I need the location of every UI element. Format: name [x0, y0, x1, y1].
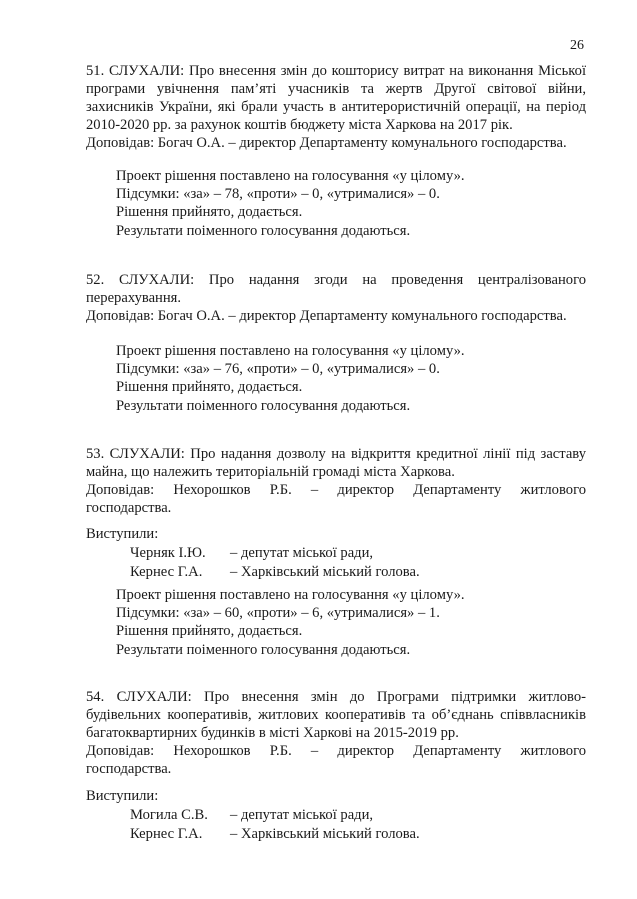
item-text-line: багатоквартирних будинків в місті Харкові на 2015-2019 рр.: [86, 725, 459, 741]
agenda-item-52: [86, 271, 586, 325]
speaker-name: Могила С.В.: [130, 807, 208, 823]
speaker-row: [86, 563, 420, 582]
vote-line: Проект рішення поставлено на голосування «у цілому».: [116, 587, 465, 603]
reporter-line: Доповідав: Нехорошков Р.Б. – директор Департаменту житлового: [86, 743, 586, 759]
vote-line: Проект рішення поставлено на голосування «у цілому».: [116, 343, 465, 359]
agenda-item-51: [86, 62, 586, 152]
item-text-line: майна, що належить територіальній громаді міста Харкова.: [86, 464, 455, 480]
speaker-name: Кернес Г.А.: [130, 826, 203, 842]
item-text-line: захисників України, які брали участь в антитерористичній операції, на період: [86, 99, 586, 115]
vote-line: Підсумки: «за» – 76, «проти» – 0, «утрималися» – 0.: [116, 361, 440, 378]
reporter-line: Доповідав: Богач О.А. – директор Департаменту комунального господарства.: [86, 308, 567, 324]
speaker-role: – депутат міської ради,: [230, 807, 374, 823]
vote-line: Результати поіменного голосування додаються.: [116, 397, 411, 414]
item-text-line: перерахування.: [86, 290, 182, 306]
vote-line: Проект рішення поставлено на голосування «у цілому».: [116, 168, 465, 184]
vote-line: Підсумки: «за» – 78, «проти» – 0, «утрималися» – 0.: [116, 186, 440, 203]
reporter-line: господарства.: [86, 500, 172, 516]
agenda-item-54: [86, 688, 586, 778]
reporter-line: господарства.: [86, 761, 172, 777]
vote-line: Рішення прийнято, додається.: [116, 379, 303, 396]
vote-line: Рішення прийнято, додається.: [116, 204, 303, 221]
item-text-line: 54. СЛУХАЛИ: Про внесення змін до Програми підтримки житлово-: [86, 689, 586, 705]
vote-block-51: [116, 167, 465, 240]
item-text-line: 53. СЛУХАЛИ: Про надання дозволу на відкриття кредитної лінії під заставу: [86, 446, 586, 462]
item-text-line: програми увічнення пам’яті учасників та жертв Другої світової війни,: [86, 81, 586, 97]
vote-line: Результати поіменного голосування додаються.: [116, 641, 411, 658]
reporter-line: Доповідав: Богач О.А. – директор Департаменту комунального господарства.: [86, 135, 567, 151]
reporter-line: Доповідав: Нехорошков Р.Б. – директор Департаменту житлового: [86, 482, 586, 498]
vote-line: Підсумки: «за» – 60, «проти» – 6, «утрималися» – 1.: [116, 605, 440, 622]
speaker-row: [86, 806, 420, 825]
agenda-item-53: [86, 445, 586, 517]
page-number: 26: [570, 38, 584, 53]
speaker-name: Черняк І.Ю.: [130, 545, 206, 561]
item-text-line: 51. СЛУХАЛИ: Про внесення змін до кошторису витрат на виконання Міської: [86, 63, 586, 79]
speaker-row: [86, 544, 420, 563]
speaker-role: – Харківський міський голова.: [230, 826, 420, 842]
item-text-line: 52. СЛУХАЛИ: Про надання згоди на проведення централізованого: [86, 272, 586, 288]
item-text-line: будівельних кооперативів, житлових кооперативів та об’єднань співвласників: [86, 707, 586, 723]
item-text-line: 2010-2020 рр. за рахунок коштів бюджету міста Харкова на 2017 рік.: [86, 117, 513, 133]
speakers-label: Виступили:: [86, 788, 159, 804]
vote-block-52: [116, 342, 465, 415]
speaker-role: – Харківський міський голова.: [230, 564, 420, 580]
vote-line: Результати поіменного голосування додаються.: [116, 222, 411, 239]
vote-block-53: [116, 586, 465, 659]
speaker-row: [86, 825, 420, 844]
speaker-name: Кернес Г.А.: [130, 564, 203, 580]
speakers-block-53: [86, 525, 420, 582]
speakers-block-54: [86, 787, 420, 844]
vote-line: Рішення прийнято, додається.: [116, 623, 303, 640]
speaker-role: – депутат міської ради,: [230, 545, 374, 561]
speakers-label: Виступили:: [86, 526, 159, 542]
